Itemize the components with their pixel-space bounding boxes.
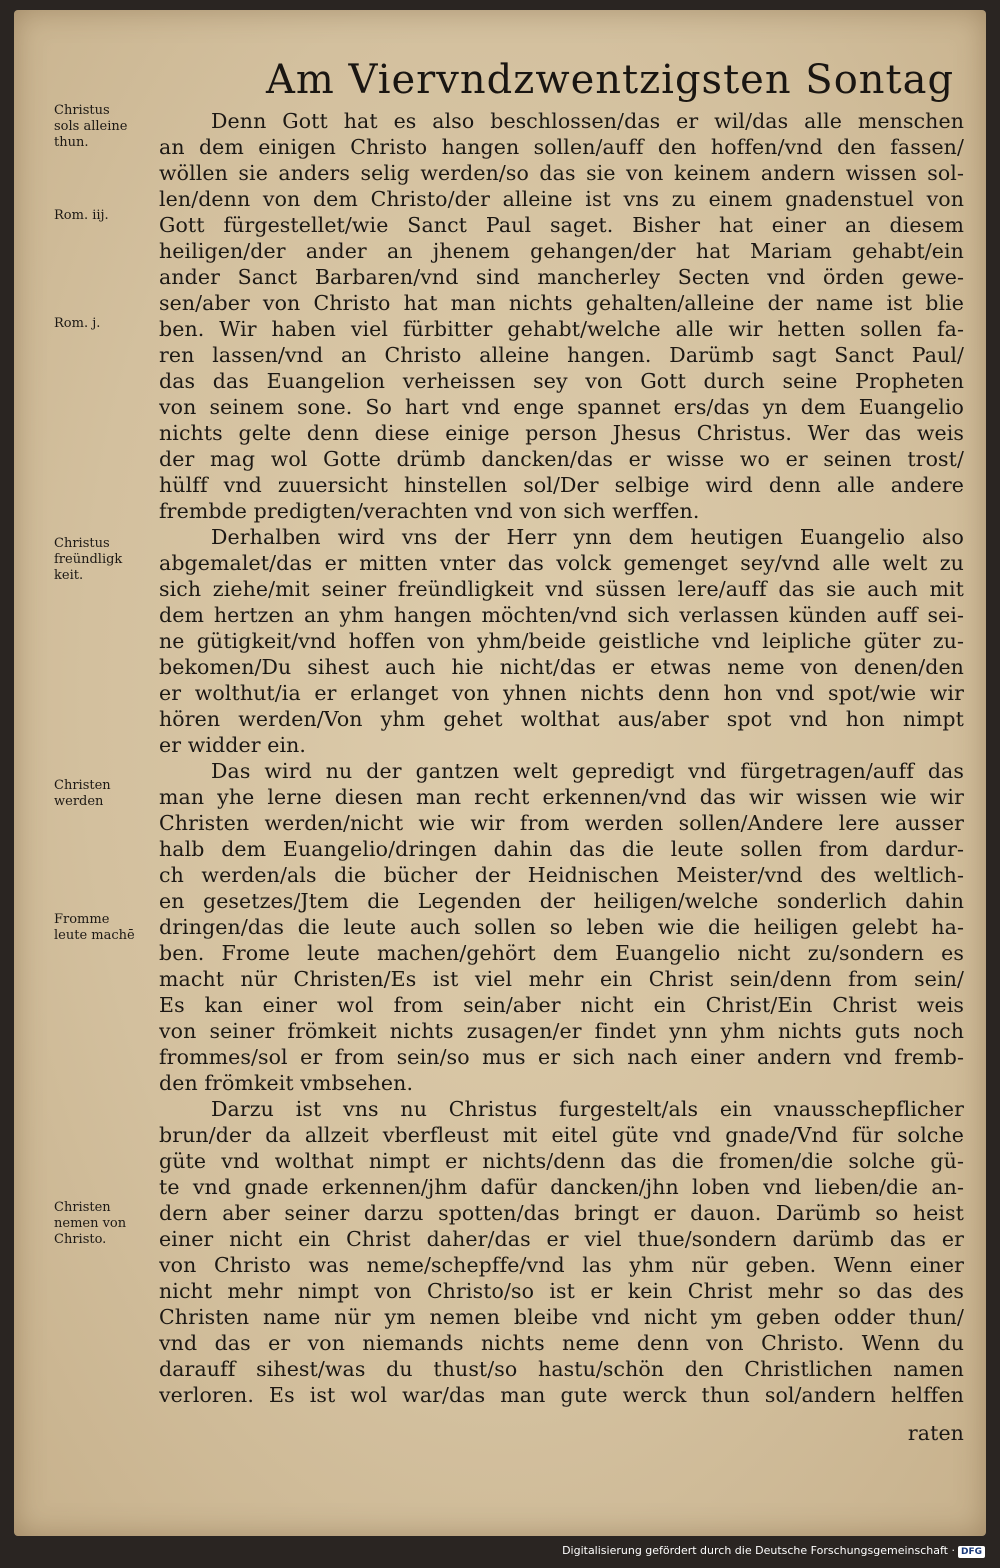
catchword: raten [907,1421,964,1445]
text-line: Gott fürgestellet/wie Sanct Paul saget. Bisher hat einer an diesem [159,213,964,237]
text-line: von Christo was neme/schepffe/vnd las yhm nür geben. Wenn einer [159,1253,964,1277]
margin-note: Christen werden [54,778,111,809]
text-line: vnd das er von niemands nichts neme denn von Christo. Wenn du [159,1331,964,1355]
text-line: ren lassen/vnd an Christo alleine hangen. Darümb sagt Sanct Paul/ [159,343,964,367]
text-line: halb dem Euangelio/dringen dahin das die leute sollen from dardur- [159,837,964,861]
text-line: Es kan einer wol from sein/aber nicht ein Christ/Ein Christ weis [159,993,964,1017]
text-line: verloren. Es ist wol war/das man gute werck thun sol/andern helffen [159,1383,964,1407]
text-line: heiligen/der ander an jhenem gehangen/der hat Mariam gehabt/ein [159,239,964,263]
text-line: den frömkeit vmbsehen. [159,1071,414,1095]
text-line: dern aber seiner darzu spotten/das bringt er dauon. Darümb so heist [159,1201,964,1225]
text-line: nicht mehr nimpt von Christo/so ist er kein Christ mehr so das des [159,1279,964,1303]
text-line: sen/aber von Christo hat man nichts gehalten/alleine der name ist blie [159,291,964,315]
text-line: frembde predigten/verachten vnd von sich werffen. [159,499,700,523]
text-line: von seiner frömkeit nichts zusagen/er findet ynn yhm nichts guts noch [159,1019,964,1043]
text-line: Christen name nür ym nemen bleibe vnd nicht ym geben odder thun/ [159,1305,964,1329]
text-line: dem hertzen an yhm hangen möchten/vnd sich verlassen künden auff sei- [159,603,964,627]
text-line: ander Sanct Barbaren/vnd sind mancherley Secten vnd örden gewe- [159,265,964,289]
text-line: er widder ein. [159,733,307,757]
text-line: en gesetzes/Jtem die Legenden der heiligen/welche sonderlich dahin [159,889,964,913]
text-line: das das Euangelion verheissen sey von Gott durch seine Propheten [159,369,964,393]
text-line: ben. Frome leute machen/gehört dem Euangelio nicht zu/sondern es [159,941,964,965]
text-line: bekomen/Du sihest auch hie nicht/das er etwas neme von denen/den [159,655,964,679]
text-line: an dem einigen Christo hangen sollen/auff den hoffen/vnd den fassen/ [159,135,964,159]
text-line: Derhalben wird vns der Herr ynn dem heutigen Euangelio also [211,525,964,549]
text-line: len/denn von dem Christo/der alleine ist vns zu einem gnadenstuel von [159,187,964,211]
text-line: te vnd gnade erkennen/jhm dafür dancken/jhn loben vnd lieben/die an- [159,1175,964,1199]
text-line: hülff vnd zuuersicht hinstellen sol/Der selbige wird denn alle andere [159,473,964,497]
margin-note: Rom. iij. [54,208,109,223]
text-line: ch werden/als die bücher der Heidnischen Meister/vnd des weltlich- [159,863,964,887]
text-line: Denn Gott hat es also beschlossen/das er wil/das alle menschen [211,109,964,133]
margin-note: Rom. j. [54,316,101,331]
text-line: Christen werden/nicht wie wir from werden sollen/Andere lere ausser [159,811,964,835]
dfg-logo: DFG [958,1546,985,1558]
footer-text: Digitalisierung gefördert durch die Deutsche Forschungsgemeinschaft · [562,1544,955,1557]
margin-note: Christus sols alleine thun. [54,103,128,150]
margin-note: Fromme leute machē [54,912,135,943]
margin-note: Christus freündligk keit. [54,536,123,583]
footer-credit [0,1544,985,1558]
text-line: darauff sihest/was du thust/so hastu/schön den Christlichen namen [159,1357,964,1381]
text-line: nichts gelte denn diese einige person Jhesus Christus. Wer das weis [159,421,964,445]
text-line: hören werden/Von yhm gehet wolthat aus/aber spot vnd hon nimpt [159,707,964,731]
text-line: einer nicht ein Christ daher/das er viel thue/sondern darümb das er [159,1227,964,1251]
text-line: der mag wol Gotte drümb dancken/das er wisse wo er seinen trost/ [159,447,964,471]
text-line: dringen/das die leute auch sollen so leben wie die heiligen gelebt ha- [159,915,964,939]
text-line: man yhe lerne diesen man recht erkennen/vnd das wir wissen wie wir [159,785,964,809]
text-line: abgemalet/das er mitten vnter das volck gemenget sey/vnd alle welt zu [159,551,964,575]
text-line: frommes/sol er from sein/so mus er sich nach einer andern vnd fremb- [159,1045,964,1069]
text-line: Darzu ist vns nu Christus furgestelt/als ein vnausschepflicher [211,1097,964,1121]
text-line: er wolthut/ia er erlanget von yhnen nichts denn hon vnd spot/wie wir [159,681,964,705]
text-line: von seinem sone. So hart vnd enge spannet ers/das yn dem Euangelio [159,395,964,419]
text-line: Das wird nu der gantzen welt gepredigt vnd fürgetragen/auff das [211,759,964,783]
text-line: macht nür Christen/Es ist viel mehr ein Christ sein/denn from sein/ [159,967,964,991]
text-line: sich ziehe/mit seiner freündligkeit vnd süssen lere/auff das sie auch mit [159,577,964,601]
text-line: brun/der da allzeit vberfleust mit eitel güte vnd gnade/Vnd für solche [159,1123,964,1147]
scanned-page [14,10,986,1536]
text-line: wöllen sie anders selig werden/so das sie von keinem andern wissen sol- [159,161,964,185]
page-header-title: Am Viervndzwentzigsten Sontag [266,57,955,103]
text-line: ben. Wir haben viel fürbitter gehabt/welche alle wir hetten sollen fa- [159,317,964,341]
margin-note: Christen nemen von Christo. [54,1200,127,1247]
text-line: ne gütigkeit/vnd hoffen von yhm/beide geistliche vnd leipliche güter zu- [159,629,964,653]
text-line: güte vnd wolthat nimpt er nichts/denn das die fromen/die solche gü- [159,1149,964,1173]
